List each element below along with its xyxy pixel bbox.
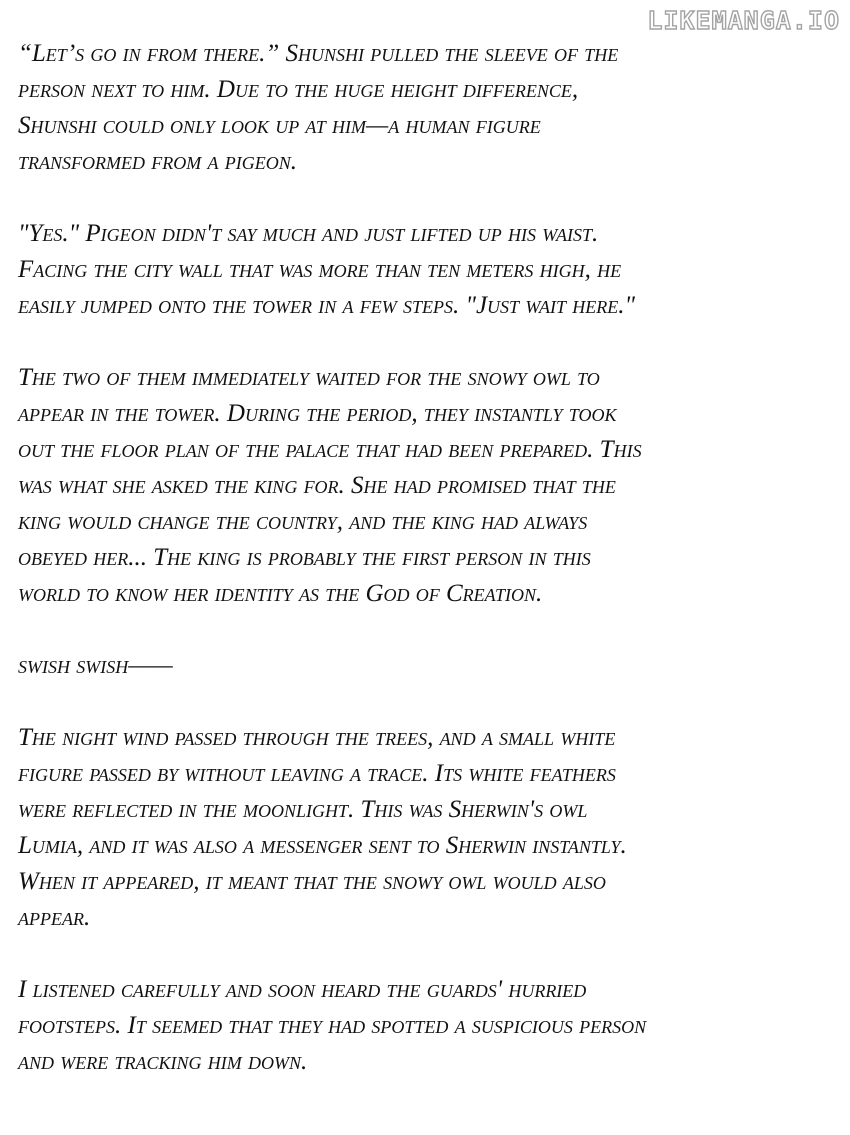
paragraph-5	[18, 720, 838, 936]
text-line: footsteps. It seemed that they had spotted a suspicious person	[18, 1012, 647, 1039]
text-line: person next to him. Due to the huge height difference,	[18, 76, 579, 103]
text-line: and were tracking him down.	[18, 1048, 308, 1075]
text-line: I listened carefully and soon heard the guards' hurried	[18, 976, 587, 1003]
text-line: The two of them immediately waited for the snowy owl to	[18, 364, 600, 391]
paragraph-6	[18, 972, 838, 1080]
text-line: appear.	[18, 904, 91, 931]
text-line: “Let’s go in from there.” Shunshi pulled the sleeve of the	[18, 40, 619, 67]
paragraph-1	[18, 36, 838, 180]
text-line: Lumia, and it was also a messenger sent to Sherwin instantly.	[18, 832, 627, 859]
text-line: world to know her identity as the God of Creation.	[18, 580, 543, 607]
text-line: swish swish——	[18, 652, 173, 679]
paragraph-3	[18, 360, 838, 612]
text-line: obeyed her... The king is probably the first person in this	[18, 544, 591, 571]
text-line: out the floor plan of the palace that had been prepared. This	[18, 436, 642, 463]
text-line: When it appeared, it meant that the snowy owl would also	[18, 868, 606, 895]
text-line: king would change the country, and the king had always	[18, 508, 588, 535]
text-line: "Yes." Pigeon didn't say much and just lifted up his waist.	[18, 220, 599, 247]
paragraph-4	[18, 648, 838, 684]
text-line: appear in the tower. During the period, they instantly took	[18, 400, 617, 427]
text-line: The night wind passed through the trees, and a small white	[18, 724, 616, 751]
paragraph-2	[18, 216, 838, 324]
text-line: Shunshi could only look up at him—a human figure	[18, 112, 541, 139]
chapter-text	[18, 36, 838, 1080]
text-line: were reflected in the moonlight. This was Sherwin's owl	[18, 796, 588, 823]
text-line: figure passed by without leaving a trace. Its white feathers	[18, 760, 616, 787]
text-line: was what she asked the king for. She had promised that the	[18, 472, 616, 499]
text-line: Facing the city wall that was more than ten meters high, he	[18, 256, 622, 283]
site-watermark: LIKEMANGA.IO	[647, 6, 840, 35]
text-line: easily jumped onto the tower in a few steps. "Just wait here."	[18, 292, 636, 319]
text-line: transformed from a pigeon.	[18, 148, 297, 175]
